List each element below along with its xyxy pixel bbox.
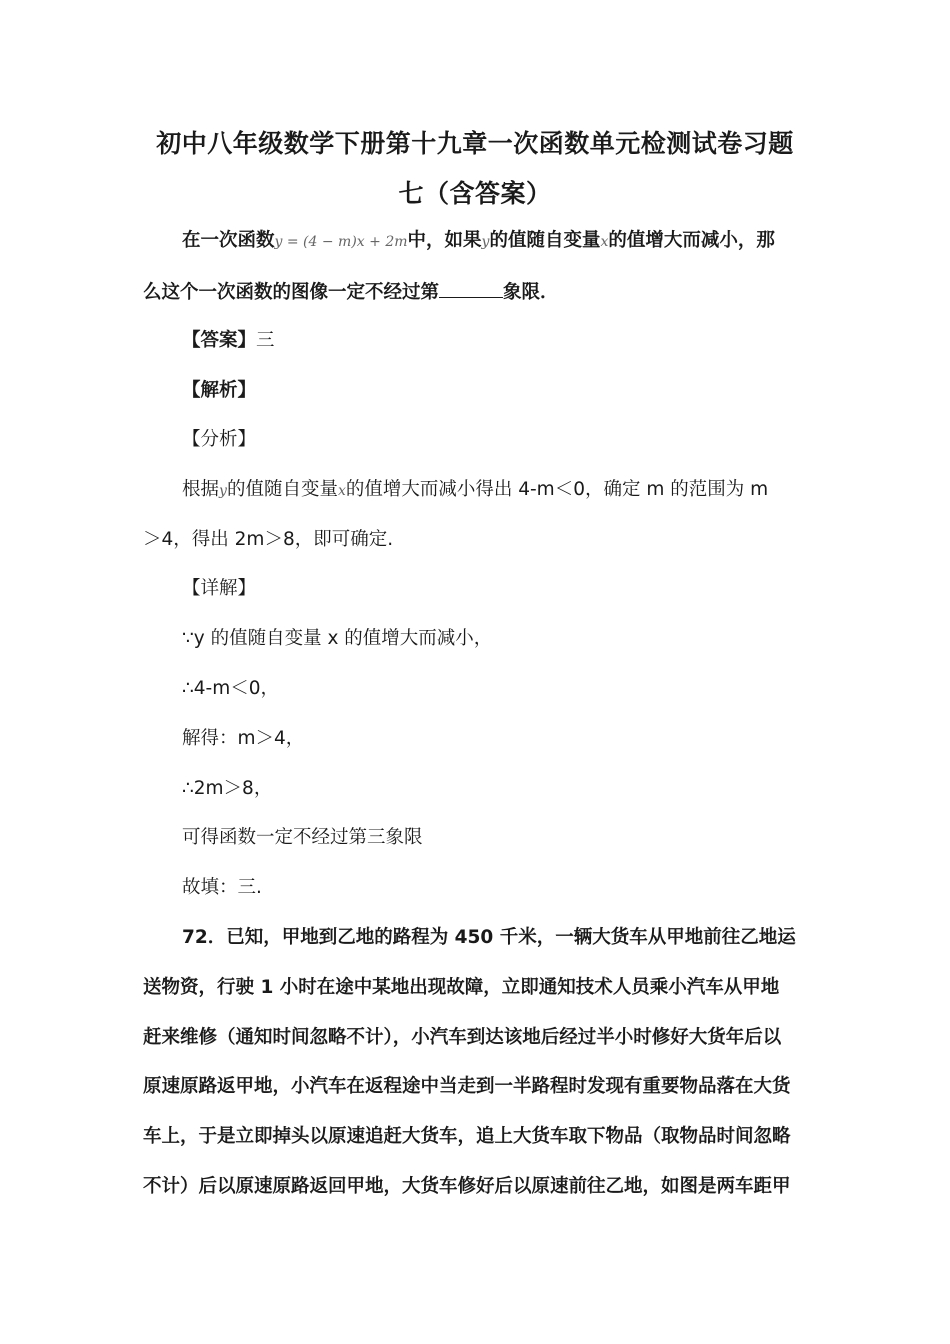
answer-blank — [439, 279, 503, 298]
variable-y: y — [219, 483, 227, 499]
question-text: 象限． — [503, 282, 559, 303]
fenxi-line-1 — [182, 477, 768, 504]
variable-y: y — [481, 234, 490, 250]
detail-line: 解得：m＞4， — [182, 728, 305, 749]
question-line-2 — [143, 279, 559, 306]
fenxi-label: 【分析】 — [182, 429, 257, 450]
detail-label: 【详解】 — [182, 578, 257, 599]
document-title-line-1: 初中八年级数学下册第十九章一次函数单元检测试卷习题 — [156, 129, 794, 158]
fenxi-line-2: ＞4，得出 2m＞8，即可确定. — [143, 529, 394, 550]
question-text: 在一次函数 — [182, 230, 275, 251]
detail-line: 可得函数一定不经过第三象限 — [182, 827, 423, 848]
variable-x: x — [600, 234, 609, 250]
question-text: 的值增大而减小，那 — [608, 230, 775, 251]
question-text: 的值随自变量 — [489, 230, 601, 251]
question-line-1 — [182, 228, 775, 255]
fenxi-text: 根据 — [182, 479, 220, 500]
detail-line: ∴4-m＜0， — [182, 678, 280, 699]
detail-line: ∴2m＞8， — [182, 778, 273, 799]
answer-label: 【答案】 — [182, 330, 257, 351]
analysis-label: 【解析】 — [182, 380, 257, 401]
fenxi-text: 的值随自变量 — [226, 479, 338, 500]
formula: y = (4 − m)x + 2m — [274, 234, 408, 250]
detail-line: ∵y 的值随自变量 x 的值增大而减小， — [182, 628, 493, 649]
q72-line: 车上，于是立即掉头以原速追赶大货车，追上大货车取下物品（取物品时间忽略 — [143, 1126, 791, 1147]
variable-x: x — [337, 483, 346, 499]
q72-line: 赶来维修（通知时间忽略不计），小汽车到达该地后经过半小时修好大货年后以 — [143, 1027, 782, 1048]
document-title-line-2: 七（含答案） — [398, 179, 552, 208]
fenxi-text: 的值增大而减小得出 4-m＜0，确定 m 的范围为 m — [345, 479, 769, 500]
answer-line — [182, 328, 275, 354]
q72-line: 送物资，行驶 1 小时在途中某地出现故障，立即通知技术人员乘小汽车从甲地 — [143, 977, 780, 998]
detail-line: 故填：三. — [182, 877, 262, 898]
q72-line: 原速原路返甲地，小汽车在返程途中当走到一半路程时发现有重要物品落在大货 — [143, 1076, 791, 1097]
question-text: 中，如果 — [407, 230, 482, 251]
answer-value: 三 — [256, 330, 275, 351]
question-text: 么这个一次函数的图像一定不经过第 — [143, 282, 440, 303]
q72-line: 不计）后以原速原路返回甲地，大货车修好后以原速前往乙地，如图是两车距甲 — [143, 1176, 791, 1197]
q72-line: 72．已知，甲地到乙地的路程为 450 千米，一辆大货车从甲地前往乙地运 — [182, 927, 796, 948]
